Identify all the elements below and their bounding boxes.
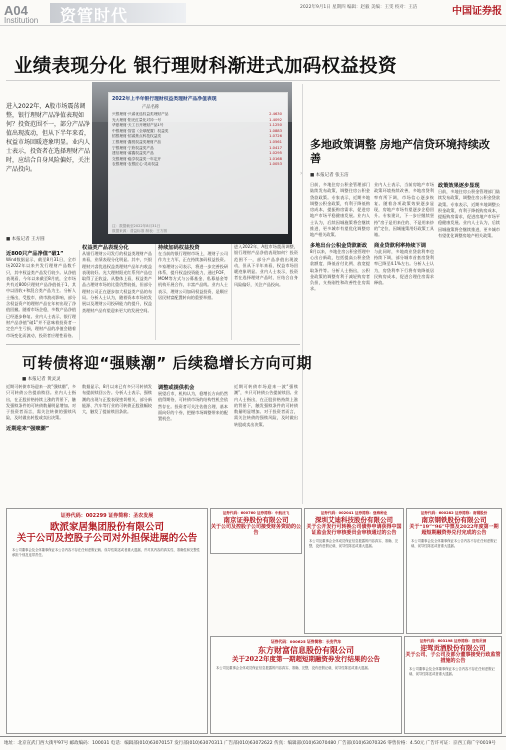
body-text: Wind数据显示，截至8月31日，全市场2022年以来共发行理财产品数千只，其中权益类产品发行较少。从净值表现看，今年以来截至8月底，全市场共有近800只理财产品净值低于1，其中以固收+和混合类产品为主。分析人士指出，受股市、债市波动影响，部分含权益资产的理财产品在年初出现了净值回撤。随着市场企稳，多数产品净值已经逐步修复。业内人士表示，银行理财产品净值“破1”并不意味着投资者一定会产生亏损，理财产品的净值会随着市场变化而波动，投资者应理性看待。 bbox=[6, 257, 76, 338]
net-value: 1.0883 bbox=[269, 128, 282, 133]
main-headline: 业绩表现分化 银行理财科渐进式加码权益投资 bbox=[14, 56, 397, 77]
product-name: 工银理财·鑫悦权益类理财产品 bbox=[112, 139, 162, 144]
body-text: 日前，多地住房公积金管理部门陆续发布政策，调整住房公积金贷款政策。专家表示，近期多地调整公积金政策，有利于降低购房成本，提振购房需求，促进房地产市场平稳健康发展。业内人士认为，后续因城施策将会继续推进，更多城市有望优化调整房地产相关政策。 bbox=[438, 189, 500, 239]
body-text: 在当前的银行理财市场上，理财子公司作为主力军，正在持续加码权益投资。多家理财公司表示，将进一步完善投研体系，提升权益投资能力，通过FOF、MOM等方式与公募基金、私募基金等机构开展合作，丰富产品线。业内人士表示，理财公司加码权益投资，是顺应居民财富配置转向的重要举措。 bbox=[158, 251, 228, 301]
story1-column-3 bbox=[158, 244, 228, 340]
ad-subject: 关于公司及控股子公司对外担保进展的公告 bbox=[16, 533, 198, 544]
product-name: 宁银理财·宁欣权益类产品 bbox=[112, 145, 154, 150]
subhead: 多地出台公积金贷款新政 bbox=[310, 242, 368, 249]
lead-paragraph: 进入2022年，A股市场震荡调整，银行理财产品净值表现如何？投资范围不一，部分产品净值出现波动，但从下半年来看，权益市场回暖迹象明显。业内人士表示，投资者在选择理财产品时，应结合自身风险偏好，关注产品投向。 bbox=[6, 103, 91, 173]
net-value: 2.4630 bbox=[269, 112, 282, 116]
product-name: 华夏理财·天工日开理财产品1号 bbox=[112, 123, 164, 128]
story3-column-2 bbox=[82, 384, 152, 504]
net-value: 1.0168 bbox=[269, 156, 282, 161]
story3-column-1 bbox=[6, 384, 76, 504]
subhead: 近期迎来“强赎潮” bbox=[6, 425, 50, 432]
product-name: 建信理财·睿鑫权益类产品 bbox=[112, 151, 154, 156]
product-name: 兴银理财·兴睿优选权益类理财产品 bbox=[112, 112, 169, 116]
product-name: 农银理财·农银匠心·灵动权益 bbox=[112, 162, 159, 167]
ad-subject: 关于“19”“96”中票及2022年度第一期超短期融资券兑付完成的公告 bbox=[409, 524, 499, 536]
product-name: 交银理财·稳享权益类一年定开 bbox=[112, 156, 162, 161]
ad-code: 证券代码：603198 证券简称：迎驾贡酒 bbox=[419, 639, 487, 643]
ad-code: 证券代码：002299 证券简称：圣农发展 bbox=[60, 513, 154, 519]
story2-column-1 bbox=[310, 182, 370, 502]
net-value: 1.0561 bbox=[269, 139, 282, 144]
body-text: 数据显示，8月以来已有多只可转债发布提前赎回公告。分析人士表示，强赎潮的出现与正股表现密切相关，部分新能源、汽车等行业的可转债正股涨幅较大，触发了提前赎回条款。 bbox=[82, 384, 152, 415]
ad-code: 证券代码：600760 证券简称：中航沈飞 bbox=[222, 511, 290, 515]
body-text: 展望后市，机构认为，稳增长方向仍然值得期待，可转债市场的结构性机会依然存在。投资者可关注估值合理、基本面向好的个券，把握市场调整带来的配置机会。 bbox=[158, 391, 228, 422]
story1-column-4 bbox=[234, 244, 298, 340]
subhead: 近800只产品净值“破1” bbox=[6, 251, 64, 257]
section-name-cn: 资管时代 bbox=[60, 6, 129, 25]
data-card-title: 2022年上半年银行理财权益类理财产品净值表现 bbox=[112, 97, 217, 102]
page-number: A04 bbox=[4, 3, 28, 18]
header-divider bbox=[0, 25, 506, 26]
ad-body: 本公司及董事会全体成员保证信息披露的内容真实、准确、完整，没有虚假记载、误导性陈述或重大遗漏。 bbox=[309, 539, 399, 548]
story1-column-1 bbox=[6, 250, 76, 340]
net-value: 1.1250 bbox=[269, 123, 282, 128]
announcement-ad-6 bbox=[404, 636, 502, 734]
byline: ■ 本报记者 黄灵灵 bbox=[22, 377, 61, 382]
net-value: 1.0417 bbox=[269, 145, 282, 150]
story2-column-2 bbox=[374, 182, 434, 502]
ad-company: 南京钢铁股份有限公司 bbox=[421, 516, 487, 524]
data-card-row bbox=[112, 162, 282, 168]
net-value: 1.0053 bbox=[269, 162, 282, 167]
ad-subject: 关于公开发行可转换公司债券申请获得中国证监会发行审核委员会审核通过的公告 bbox=[306, 524, 402, 536]
body-text: 从银行理财公司发行的权益类理财产品来看，业绩表现分化明显。其中，兴银理财兴睿优选权益类理财产品年内收益表现较好。光大理财阳光红系列产品也取得了正收益。从整体上看，权益类产品占理财市场的比重仍然较低，但部分理财公司正在逐步加大权益类产品的布局。分析人士认为，随着资本市场的发展以及理财公司投研能力的提升，权益类理财产品有望迎来更大的发展空间。 bbox=[82, 251, 152, 313]
data-card-source: 数据来源：普益标准 制表：王方圆 bbox=[112, 229, 168, 233]
story2-column-3 bbox=[438, 182, 500, 502]
footer-info: 地址：北京宣武门西大街甲97号 邮政编码：100031 电话：编辑部(010)63070157 发行部(010)63070311 广告部(010)63072622 传真：编辑部(010)63070480 广告部(010)63070326 零售价格：4.50元 广告许可证：京西工商广字0019号 bbox=[4, 741, 496, 746]
body-text: 8月以来，多地住房公积金管理中心出台新政，包括提高公积金贷款额度、降低首付比例、放宽提取条件等。分析人士指出，公积金政策的调整有利于减轻购房者负担，支持刚性和改善性住房需求。 bbox=[310, 248, 370, 292]
ad-body: 本公司董事会及全体董事保证本公告内容不存在任何虚假记载、误导性陈述或者重大遗漏，并对其内容的真实性、准确性和完整性承担个别及连带责任。 bbox=[12, 548, 200, 557]
body-text: 业内人士表示，当前房地产市场政策环境持续改善，多地房贷利率有所下调，市场信心逐步恢复。随着各项政策效果逐步显现，房地产市场有望逐步企稳回升。专家建议，下一步应继续坚持“房子是用来住的、不是用来炒的”定位，因城施策用好政策工具箱。 bbox=[374, 182, 434, 238]
net-value: 1.4092 bbox=[269, 117, 282, 122]
headline-divider bbox=[6, 80, 500, 81]
column-divider bbox=[155, 244, 156, 340]
announcement-ad-1 bbox=[6, 508, 208, 734]
announcement-ad-3 bbox=[304, 508, 404, 634]
column-divider bbox=[79, 250, 80, 340]
net-value: 1.0726 bbox=[269, 134, 282, 139]
ad-body: 本公司董事会及全体董事保证本公告内容不存在任何虚假记载、误导性陈述或者重大遗漏。 bbox=[409, 667, 495, 676]
data-card-rows bbox=[112, 112, 282, 168]
body-text: 进入2022年，A股市场震荡调整，银行理财产品净值表现如何？投资范围不一，部分产品净值出现波动，但从下半年来看，权益市场回暖迹象明显。业内人士表示，投资者在选择理财产品时，应结合自身风险偏好，关注产品投向。 bbox=[234, 244, 298, 287]
column-divider bbox=[231, 244, 232, 340]
product-name: 中银理财·智富（全球配置）权益类 bbox=[112, 128, 169, 133]
ad-body: 本公司及董事会全体成员保证信息披露的内容真实、准确、完整，没有虚假记载、误导性陈述或重大遗漏。 bbox=[216, 666, 371, 670]
ad-company: 欧派家居集团股份有限公司 bbox=[49, 522, 164, 533]
footer-divider bbox=[0, 736, 506, 737]
story2-headline: 多地政策调整 房地产信贷环境持续改善 bbox=[310, 138, 490, 165]
story1-column-2 bbox=[82, 244, 152, 340]
story3-headline: 可转债将迎“强赎潮” 后续稳增长方向可期 bbox=[22, 354, 312, 372]
chevron-right-icon: › bbox=[300, 170, 303, 177]
ad-company: 迎驾贡酒股份有限公司 bbox=[420, 644, 486, 652]
body-text: 与此同时，多地商业贷款利率也持续下调，部分城市首套房贷利率已降至4.1%左右。分析人士认为，房贷利率下行将有效降低居民购房成本，促进合理住房需求释放。 bbox=[374, 248, 434, 286]
subhead: 持续加码权益投资 bbox=[158, 245, 200, 251]
story3-column-3 bbox=[158, 384, 228, 504]
ad-subject: 关于公司、子公司及部分董事接受行政监管措施的公告 bbox=[405, 652, 501, 664]
ad-code: 证券代码：600282 证券简称：南钢股份 bbox=[420, 511, 488, 515]
ad-code: 证券代码：002041 证券简称：登海种业 bbox=[320, 511, 388, 515]
subhead: 政策效果逐步显现 bbox=[438, 183, 480, 189]
net-value: 1.0295 bbox=[269, 151, 282, 156]
announcement-ad-4 bbox=[406, 508, 502, 634]
section-name-en: Institution bbox=[4, 16, 39, 25]
subhead: 权益类产品表现分化 bbox=[82, 245, 129, 251]
product-name: 招银理财·招睿焦点科技权益类 bbox=[112, 134, 162, 139]
body-text: 近期可转债市场迎来一波“强赎潮”，多只可转债公告提前赎回。业内人士指出，在正股价格持续上涨的背景下，触发强赎条件的可转债数量明显增加。对于投资者而言，需关注转债的强赎风险，及时做出转股或卖出决策。 bbox=[234, 384, 298, 427]
subhead: 商业贷款利率持续下调 bbox=[374, 242, 426, 249]
story3-column-4 bbox=[234, 384, 298, 504]
body-text: 近期可转债市场迎来一波“强赎潮”，多只可转债公告提前赎回。业内人士指出，在正股价格持续上涨的背景下，触发强赎条件的可转债数量明显增加。对于投资者而言，需关注转债的强赎风险，及时做出转股或卖出决策。 bbox=[6, 384, 76, 421]
ad-company: 南京证券股份有限公司 bbox=[223, 516, 289, 524]
masthead-logo: 中国证券报 bbox=[452, 6, 502, 17]
ad-subject: 关于2022年度第一期超短期融资券发行结果的公告 bbox=[231, 655, 381, 663]
byline: ■ 本报记者 张玉洁 bbox=[310, 173, 349, 178]
ad-company: 东方财富信息股份有限公司 bbox=[258, 645, 354, 655]
ad-company: 深圳艾迪科技股份有限公司 bbox=[315, 516, 393, 524]
announcement-ad-2 bbox=[210, 508, 302, 554]
date-line: 2022年9月1日 星期四 编辑：赵毅 美编：王雯 校对：王洁 bbox=[300, 5, 418, 10]
product-name: 光大理财·阳光红量化对冲一号 bbox=[112, 117, 162, 122]
story3-divider bbox=[6, 344, 300, 345]
data-card-note: 注：数据截至2022年8月31日 bbox=[112, 224, 161, 228]
byline: ■ 本报记者 王方圆 bbox=[6, 237, 45, 242]
data-card-subtitle: 产品名称 bbox=[142, 105, 160, 110]
announcement-ad-5 bbox=[210, 636, 402, 734]
ad-body: 本公司董事会及全体董事保证本公告内容不存在任何虚假记载、误导性陈述或者重大遗漏。 bbox=[411, 539, 497, 548]
story2-divider bbox=[302, 84, 303, 504]
body-text: 日前，多地住房公积金管理部门陆续发布政策，调整住房公积金贷款政策。专家表示，近期多地调整公积金政策，有利于降低购房成本，提振购房需求，促进房地产市场平稳健康发展。业内人士认为，后续因城施策将会继续推进，更多城市有望优化调整房地产相关政策。 bbox=[310, 182, 370, 238]
subhead: 调整或提供机会 bbox=[158, 385, 195, 391]
ad-code: 证券代码：000625 证券简称：长安汽车 bbox=[270, 639, 342, 644]
ad-subject: 关于公司及控股子公司接受财务资助的公告 bbox=[211, 524, 302, 536]
